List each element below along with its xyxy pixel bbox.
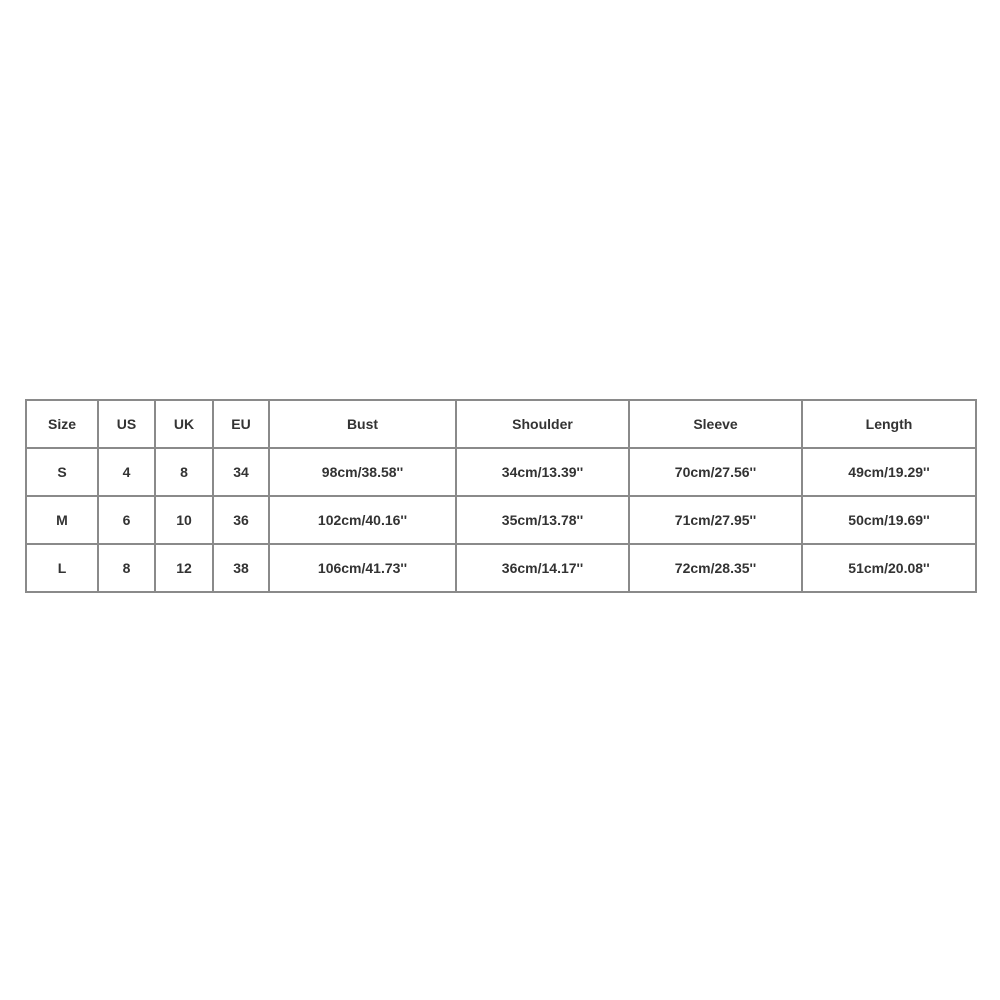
table-cell-length: 51cm/20.08'': [802, 544, 976, 592]
header-uk: UK: [155, 400, 213, 448]
header-size: Size: [26, 400, 98, 448]
table-cell-uk: 8: [155, 448, 213, 496]
header-bust: Bust: [269, 400, 456, 448]
table-cell-length: 49cm/19.29'': [802, 448, 976, 496]
table-cell-us: 4: [98, 448, 155, 496]
table-cell-size: S: [26, 448, 98, 496]
table-cell-us: 6: [98, 496, 155, 544]
table-cell-shoulder: 35cm/13.78'': [456, 496, 629, 544]
table-cell-shoulder: 36cm/14.17'': [456, 544, 629, 592]
header-length: Length: [802, 400, 976, 448]
table-cell-size: M: [26, 496, 98, 544]
table-cell-bust: 102cm/40.16'': [269, 496, 456, 544]
table-cell-shoulder: 34cm/13.39'': [456, 448, 629, 496]
header-us: US: [98, 400, 155, 448]
table-cell-us: 8: [98, 544, 155, 592]
table-row: [26, 448, 976, 496]
table-cell-uk: 10: [155, 496, 213, 544]
table-row: [26, 544, 976, 592]
table-cell-eu: 34: [213, 448, 269, 496]
table-row: [26, 496, 976, 544]
table-cell-sleeve: 70cm/27.56'': [629, 448, 802, 496]
header-eu: EU: [213, 400, 269, 448]
table-cell-eu: 36: [213, 496, 269, 544]
table-cell-length: 50cm/19.69'': [802, 496, 976, 544]
header-sleeve: Sleeve: [629, 400, 802, 448]
table-cell-uk: 12: [155, 544, 213, 592]
size-chart-table: [25, 399, 977, 593]
header-shoulder: Shoulder: [456, 400, 629, 448]
table-header-row: [26, 400, 976, 448]
table-cell-sleeve: 72cm/28.35'': [629, 544, 802, 592]
table-cell-bust: 98cm/38.58'': [269, 448, 456, 496]
table-cell-bust: 106cm/41.73'': [269, 544, 456, 592]
table-cell-eu: 38: [213, 544, 269, 592]
table-cell-sleeve: 71cm/27.95'': [629, 496, 802, 544]
table-cell-size: L: [26, 544, 98, 592]
